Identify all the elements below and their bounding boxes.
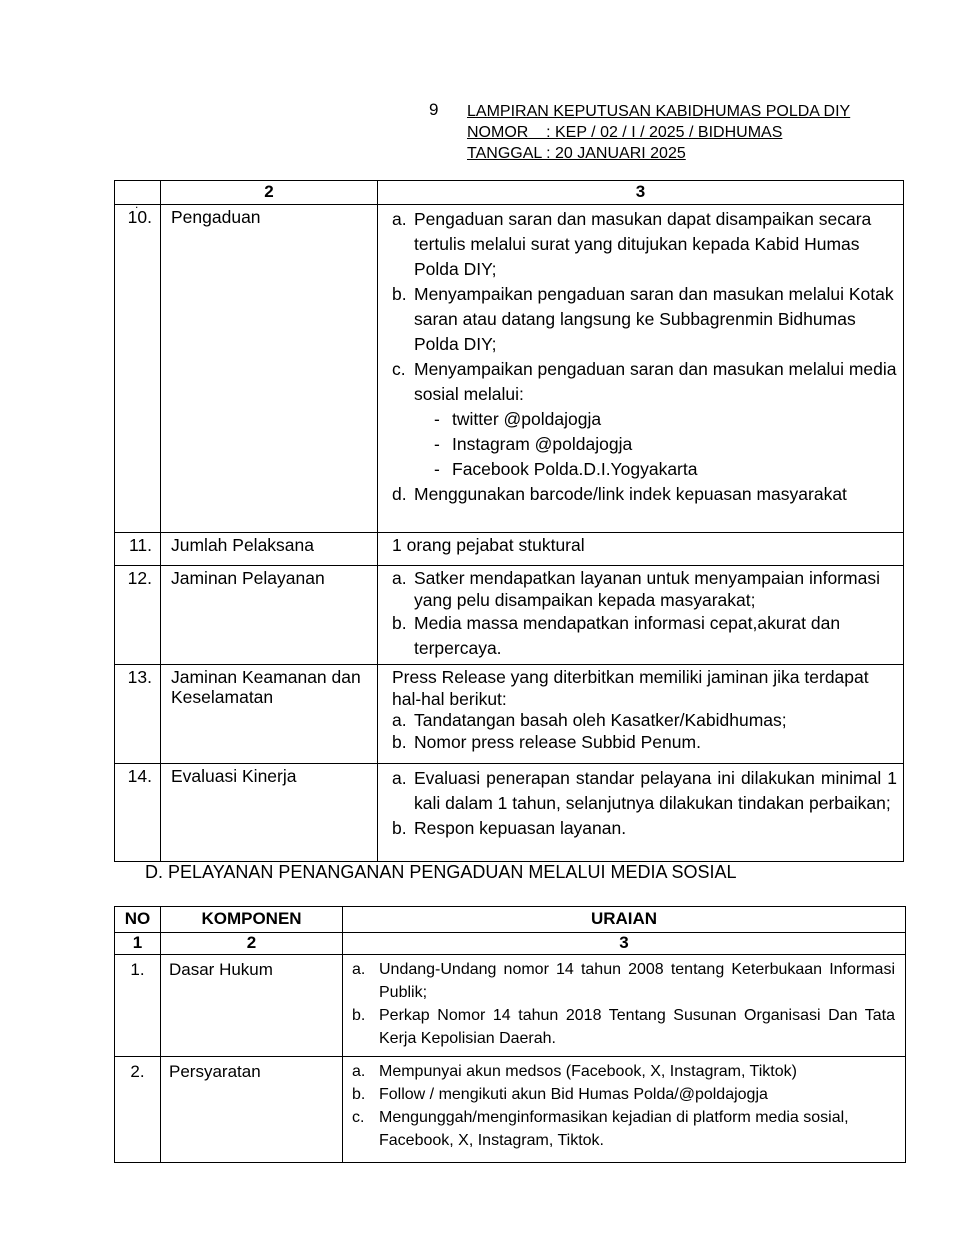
header-date: TANGGAL : 20 JANUARI 2025 [467,145,686,162]
row-description [378,566,904,665]
row-component: Pengaduan [161,205,378,533]
row-number: 11. [115,533,161,566]
row-description: 1 orang pejabat stuktural [378,533,904,566]
table-row [115,205,904,533]
row-description [378,764,904,862]
list-item: - Facebook Polda.D.I.Yogyakarta [434,459,698,479]
list-item: a. Undang-Undang nomor 14 tahun 2008 tentang Keterbukaan Informasi Publik; [352,961,895,1001]
table-row [115,533,904,566]
list-item: a. Pengaduan saran dan masukan dapat disampaikan secara tertulis melalui surat yang ditujukan kepada Kabid Humas Polda DIY; [392,209,872,279]
section-title: D. PELAYANAN PENANGANAN PENGADUAN MELALUI MEDIA SOSIAL [145,862,737,882]
row-component: Jaminan Pelayanan [161,566,378,665]
row-number: 13. [115,665,161,764]
row-component: Persyaratan [161,1057,343,1163]
list-item: b. Respon kepuasan layanan. [392,818,627,838]
row-description [378,665,904,764]
header-cell-2: 2 [161,933,343,955]
row-description [343,955,906,1057]
list-item: b. Follow / mengikuti akun Bid Humas Polda/@poldajogja [352,1086,768,1103]
page-number: 9 [429,100,439,119]
row-component: Jaminan Keamanan dan Keselamatan [161,665,378,764]
header-cell-2: 2 [161,181,378,205]
table-header-row [115,907,906,933]
list-item: a. Tandatangan basah oleh Kasatker/Kabidhumas; [392,710,787,730]
table-number-row [115,933,906,955]
list-item: c. Menyampaikan pengaduan saran dan masukan melalui media sosial melalui: - twitter @poldajogja - Instagram @poldajogja - Facebook Polda.D.I.Yogyakarta [392,357,897,482]
header-cell-3: 3 [378,181,904,205]
social-media-list [414,407,897,482]
table-row [115,1057,906,1163]
header-cell-description: URAIAN [343,907,906,933]
header-cell-no: NO [115,907,161,933]
row-intro: Press Release yang diterbitkan memiliki jaminan jika terdapat hal-hal berikut: [392,667,869,709]
table-row [115,566,904,665]
row-number: 14. [115,764,161,862]
row-component: Evaluasi Kinerja [161,764,378,862]
row-number: 12. [115,566,161,665]
stray-dot: . [135,197,139,211]
list-item: b. Menyampaikan pengaduan saran dan masukan melalui Kotak saran atau datang langsung ke Subbagrenmin Bidhumas Polda DIY; [392,284,894,354]
row-component: Dasar Hukum [161,955,343,1057]
row-component: Jumlah Pelaksana [161,533,378,566]
list-item: c. Mengunggah/menginformasikan kejadian di platform media sosial, Facebook, X, Instagram, Tiktok. [352,1109,849,1149]
header-number: NOMOR : KEP / 02 / I / 2025 / BIDHUMAS [467,124,783,141]
list-item: - Instagram @poldajogja [434,434,633,454]
list-item: b. Nomor press release Subbid Penum. [392,731,701,752]
social-media-complaint-table [114,906,906,1163]
list-item: b. Perkap Nomor 14 tahun 2018 Tentang Susunan Organisasi Dan Tata Kerja Kepolisian Daerah. [352,1007,895,1047]
document-header [467,101,850,164]
list-item: b. Media massa mendapatkan informasi cepat,akurat dan terpercaya. [392,613,841,658]
table-row [115,955,906,1057]
list-item: d. Menggunakan barcode/link indek kepuasan masyarakat [392,484,847,504]
row-description [343,1057,906,1163]
list-item: a. Satker mendapatkan layanan untuk menyampaian informasi yang pelu disampaikan kepada masyarakat; [392,568,880,610]
row-description [378,205,904,533]
row-number: 1. [115,955,161,1057]
table-row [115,665,904,764]
table-row [115,764,904,862]
header-title: LAMPIRAN KEPUTUSAN KABIDHUMAS POLDA DIY [467,103,851,120]
header-cell-component: KOMPONEN [161,907,343,933]
row-number: 2. [115,1057,161,1163]
table-header-row [115,181,904,205]
row-number: 10. [115,205,161,533]
header-cell-no [115,181,161,205]
list-item: a. Mempunyai akun medsos (Facebook, X, Instagram, Tiktok) [352,1063,797,1080]
header-cell-1: 1 [115,933,161,955]
list-item: - twitter @poldajogja [434,409,602,429]
list-item: a. Evaluasi penerapan standar pelayana ini dilakukan minimal 1 kali dalam 1 tahun, selanjutnya dilakukan tindakan perbaikan; [392,768,897,813]
header-cell-3: 3 [343,933,906,955]
service-standard-table [114,180,904,862]
